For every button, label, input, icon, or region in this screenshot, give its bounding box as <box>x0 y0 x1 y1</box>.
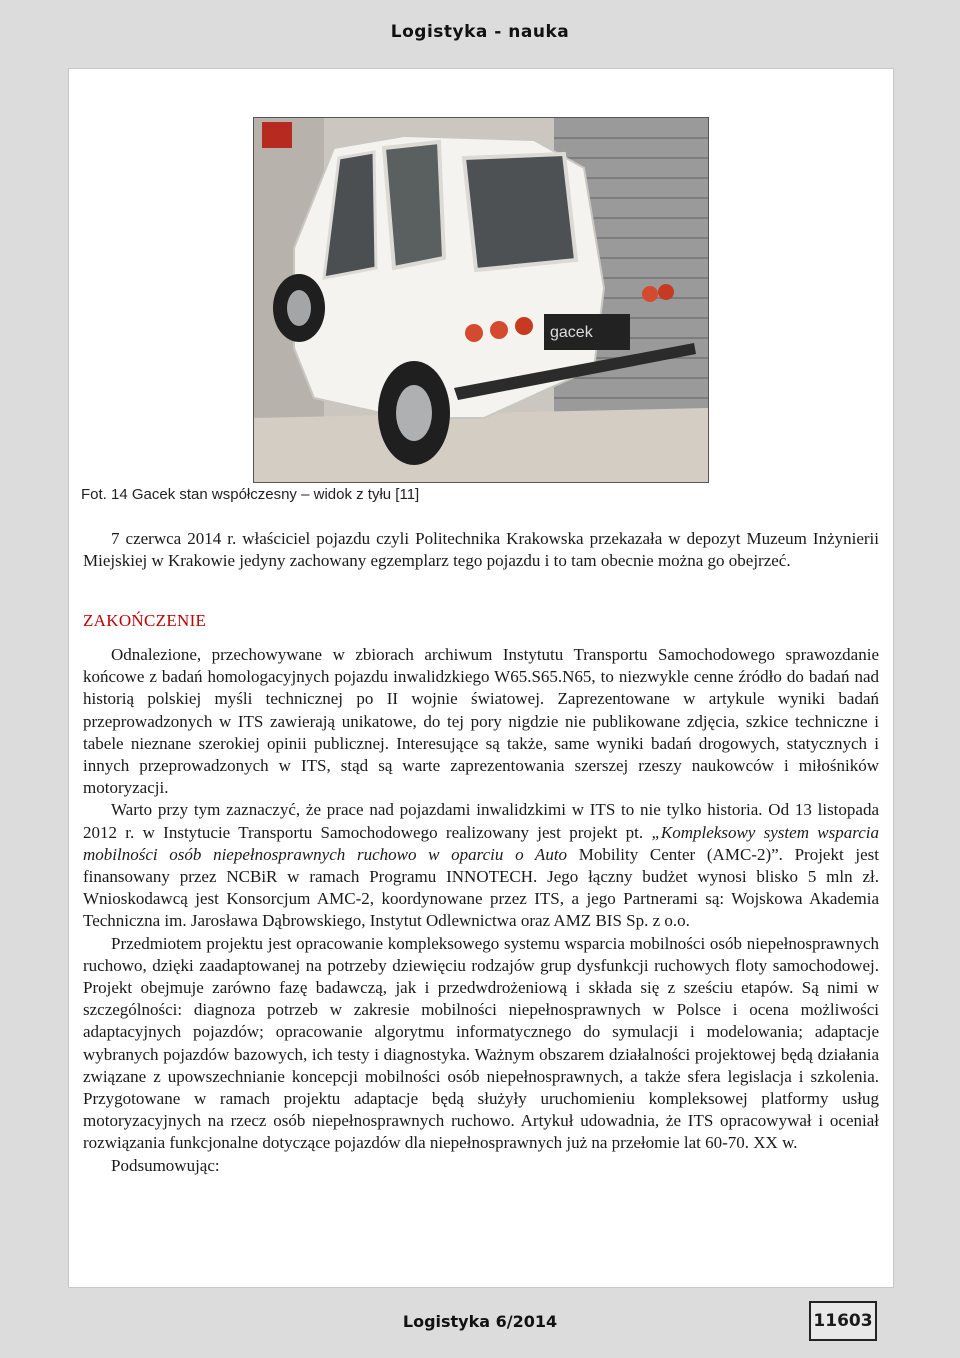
paragraph-2 <box>83 799 879 932</box>
journal-footer: Logistyka 6/2014 <box>402 1312 558 1331</box>
journal-section-header: Logistyka - nauka <box>390 22 570 42</box>
paragraph-1: Odnalezione, przechowywane w zbiorach archiwum Instytutu Transportu Samochodowego sprawozdanie końcowe z badań homologacyjnych pojazdu inwalidzkiego W65.S65.N65, to niezwykle cenne źródło do badań nad historią polskiej myśli technicznej po II wojnie światowej. Zaprezentowane w artykule wyniki badań przeprowadzonych w ITS zawierają unikatowe, do tej pory nigdzie nie publikowane zdjęcia, szkice techniczne i tabele nieznane szerokiej opinii publicznej. Interesujące są także, same wyniki badań drogowych, statycznych i innych przeprowadzonych w ITS, stąd są warte zaprezentowania szerszej rzeszy naukowców i miłośników motoryzacji. <box>83 645 879 798</box>
paragraph-4: Podsumowując: <box>111 1155 220 1175</box>
paragraph-2-text: Warto przy tym zaznaczyć, że prace nad pojazdami inwalidzkimi w ITS to nie tylko historia. Od 13 listopada 2012 r. w Instytucie Transportu Samochodowego realizowany jest projekt pt. <box>83 800 879 842</box>
gacek-car-image <box>254 118 708 482</box>
project-title: „Kompleksowy system wsparcia mobilności osób niepełnosprawnych ruchowo w oparciu o Auto <box>83 822 879 864</box>
page-number: 11603 <box>809 1301 877 1341</box>
conclusion-body <box>83 644 879 1177</box>
project-details: Mobility Center (AMC-2)”. Projekt jest finansowany przez NCBiR w ramach Programu INNOTECH. Jego łączny budżet wynosi blisko 5 mln zł. Wnioskodawcą jest Konsorcjum AMC-2, koordynowane przez ITS, a jego Partnerami są: Wojskowa Akademia Techniczna im. Jarosława Dąbrowskiego, Instytut Odlewnictwa oraz AMZ BIS Sp. z o.o. <box>83 844 879 931</box>
paragraph-3: Przedmiotem projektu jest opracowanie kompleksowego systemu wsparcia mobilności osób niepełnosprawnych ruchowo, dzięki zaadaptowanej na potrzeby dziewięciu rodzajów grup dysfunkcji ruchowych floty samochodowej. Projekt obejmuje zarówno fazę badawczą, jak i przedwdrożeniową i składa się z sześciu etapów. Są nimi w szczególności: diagnoza potrzeb w zakresie mobilności niepełnosprawnych w Polsce i ocena możliwości adaptacyjnych pojazdów; opracowanie algorytmu informatycznego do symulacji i modelowania; adaptacje wybranych pojazdów bazowych, ich testy i diagnostyka. Ważnym obszarem działalności projektowej będą działania związane z upowszechnianie koncepcji mobilności osób niepełnosprawnych, a także sfera legislacja i szkolenia. Przygotowane w ramach projektu adaptacje będą służyły uruchomieniu kompleksowej platformy usług motoryzacyjnych na rzecz osób niepełnosprawnych ruchowo. Artykuł udowadnia, że ITS opracowywał i oceniał rozwiązania funkcjonalne dotyczące pojazdów dla niepełnosprawnych już na przełomie lat 60-70. XX w. <box>83 933 879 1153</box>
photo-caption: Fot. 14 Gacek stan współczesny – widok z tyłu [11] <box>81 486 420 503</box>
car-photo <box>253 117 709 483</box>
plate-text: gacek <box>550 324 593 341</box>
section-heading: ZAKOŃCZENIE <box>83 611 207 630</box>
intro-text: 7 czerwca 2014 r. właściciel pojazdu czyli Politechnika Krakowska przekazała w depozyt Muzeum Inżynierii Miejskiej w Krakowie jedyny zachowany egzemplarz tego pojazdu i to tam obecnie można go obejrzeć. <box>83 529 879 571</box>
intro-paragraph <box>83 528 879 572</box>
page-sheet <box>68 68 894 1288</box>
